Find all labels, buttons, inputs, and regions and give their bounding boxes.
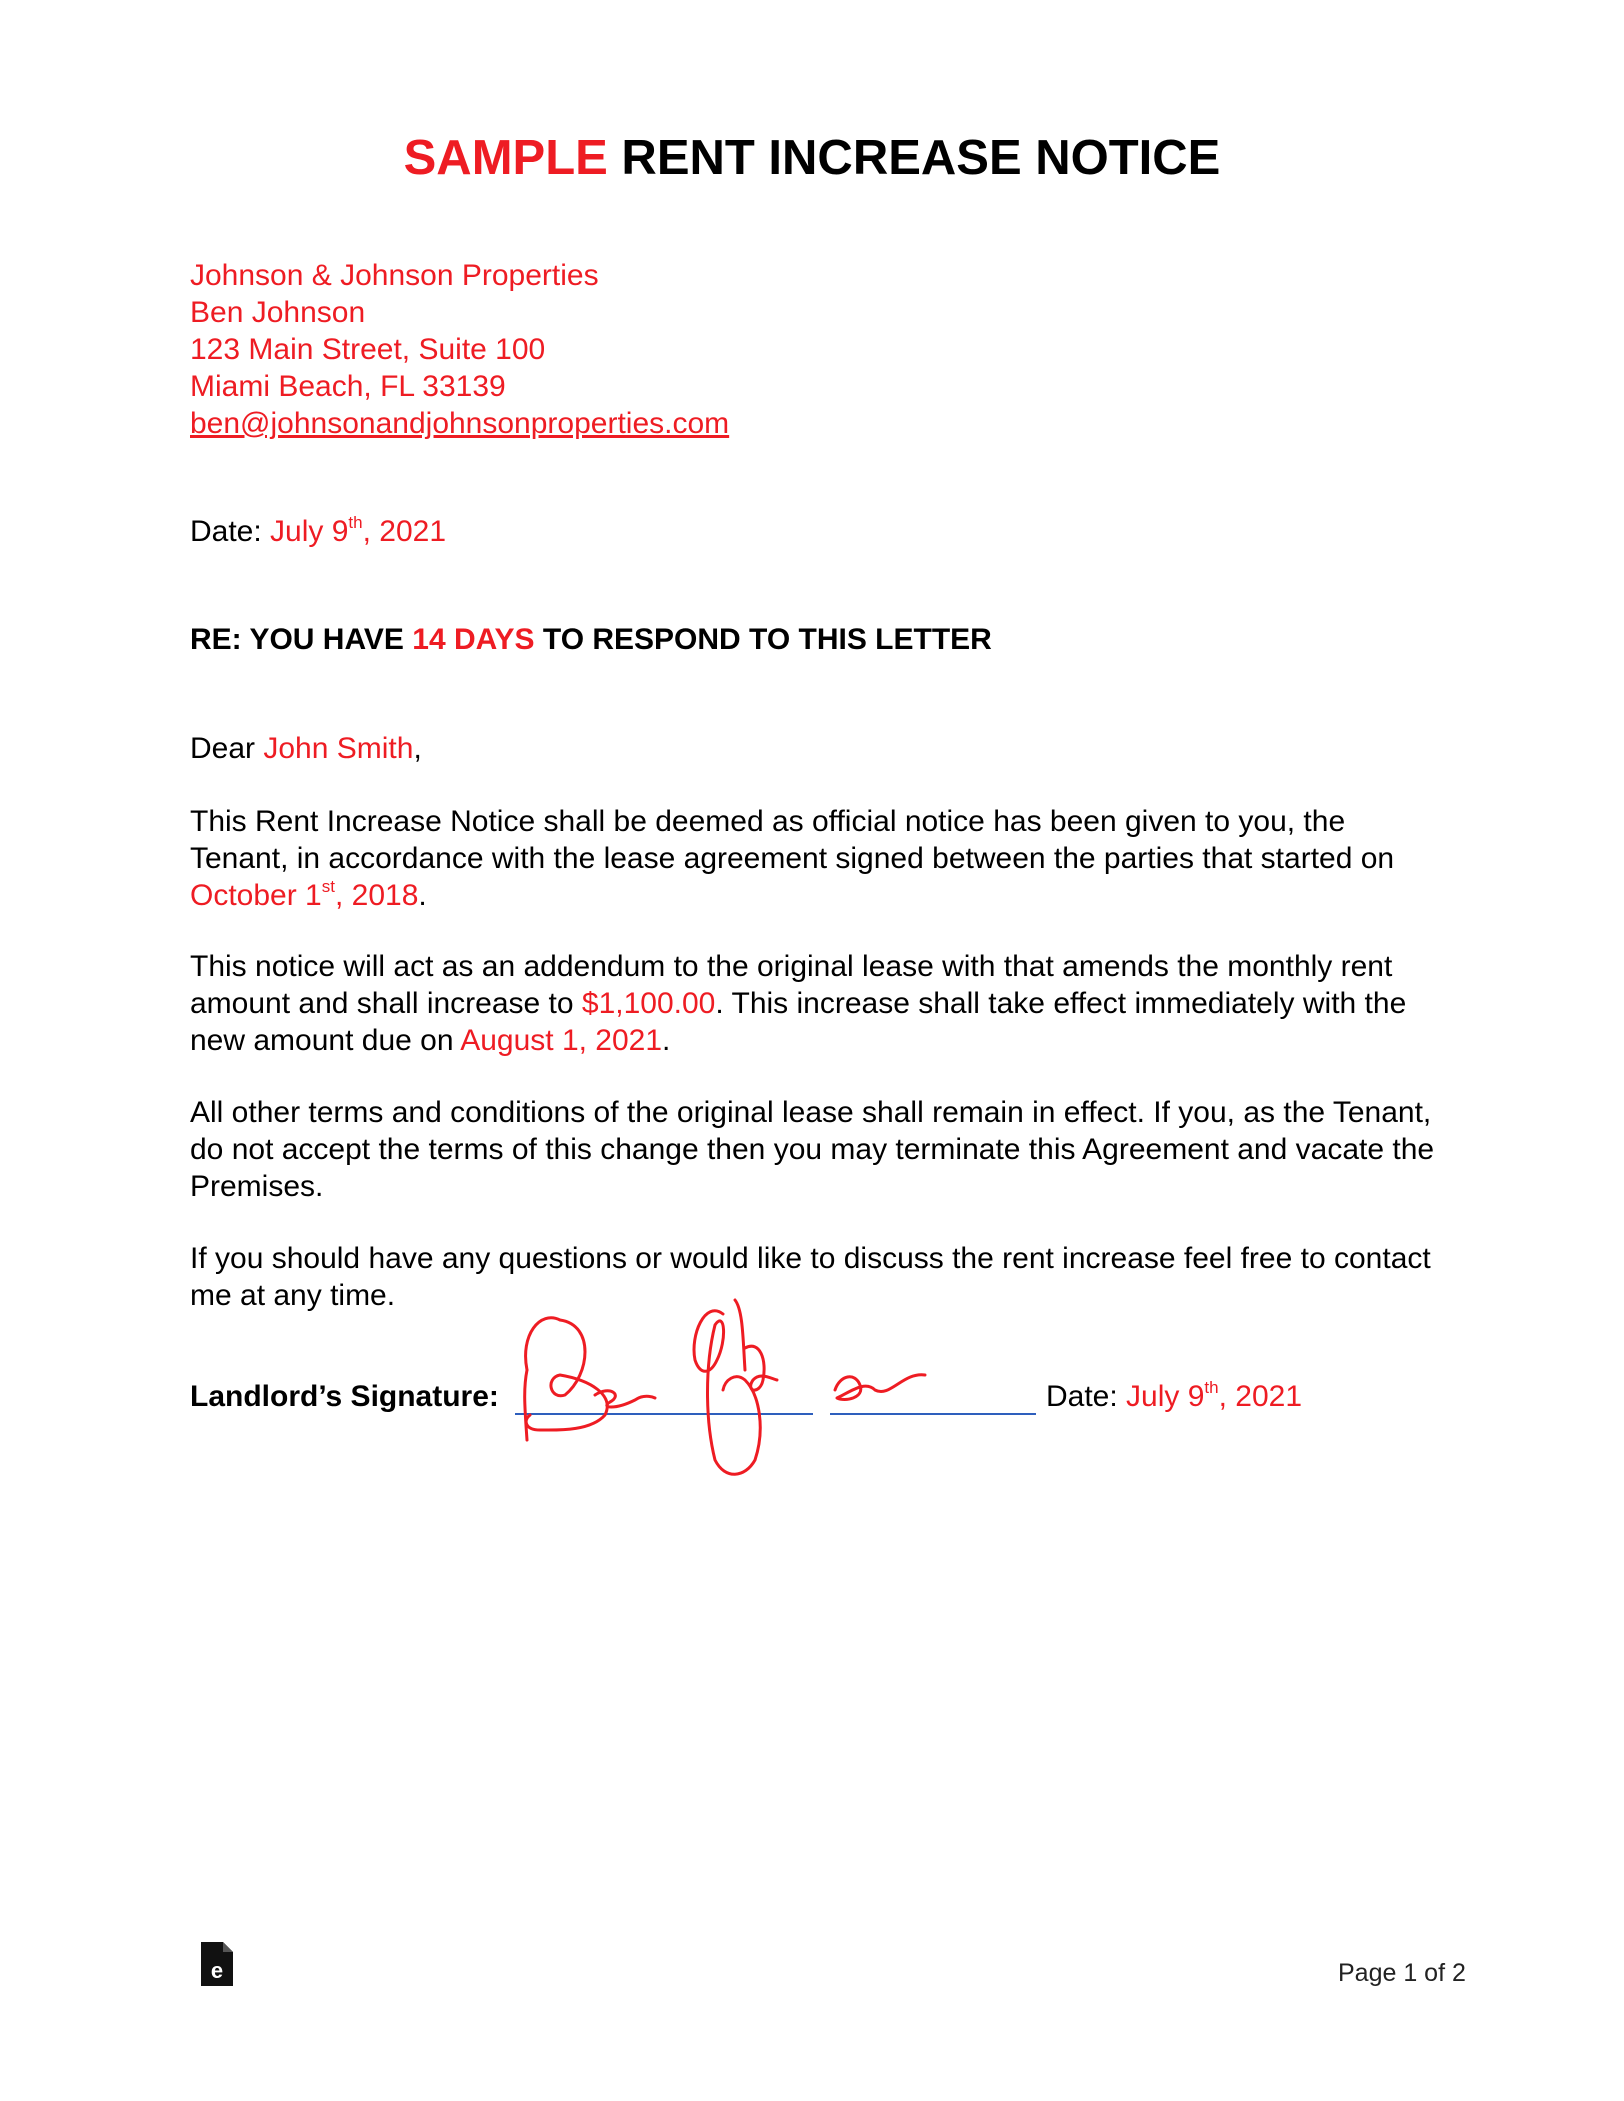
signature-date: Date: July 9th, 2021 bbox=[1046, 1378, 1303, 1413]
title-sample-label: SAMPLE bbox=[403, 131, 608, 185]
tenant-name: John Smith bbox=[263, 732, 414, 765]
landlord-signature-label: Landlord’s Signature: bbox=[190, 1380, 499, 1413]
salutation: Dear John Smith, bbox=[190, 732, 422, 765]
svg-text:e: e bbox=[210, 1958, 224, 1983]
paragraph-4: If you should have any questions or would like to discuss the rent increase feel free to contact me at any time. bbox=[190, 1242, 1431, 1312]
document-title bbox=[0, 130, 1624, 186]
document-e-icon bbox=[199, 1940, 235, 1988]
sender-address-block bbox=[190, 257, 729, 442]
paragraph-1: This Rent Increase Notice shall be deemed as official notice has been given to you, the Tenant, in accordance with the lease agreement signed between the parties that started on October 1st, 2018. bbox=[190, 805, 1395, 912]
paragraph-3: All other terms and conditions of the original lease shall remain in effect. If you, as the Tenant, do not accept the terms of this change then you may terminate this Agreement and vacate the Premises. bbox=[190, 1096, 1435, 1203]
sender-street: 123 Main Street, Suite 100 bbox=[190, 333, 546, 366]
title-text: RENT INCREASE NOTICE bbox=[607, 131, 1221, 185]
lease-start-date: October 1st, 2018 bbox=[190, 877, 419, 912]
handwritten-signature bbox=[505, 1280, 965, 1520]
sender-email-link[interactable]: ben@johnsonandjohnsonproperties.com bbox=[190, 407, 730, 440]
response-days: 14 DAYS bbox=[412, 623, 535, 656]
sender-city: Miami Beach, FL 33139 bbox=[190, 370, 506, 403]
date-label: Date: bbox=[190, 515, 271, 548]
sender-name: Ben Johnson bbox=[190, 296, 366, 329]
date-value: July 9th, 2021 bbox=[270, 513, 447, 548]
letter-date bbox=[190, 513, 446, 550]
page-number: Page 1 of 2 bbox=[1338, 1959, 1466, 1987]
re-line: RE: YOU HAVE 14 DAYS TO RESPOND TO THIS LETTER bbox=[190, 623, 992, 656]
rent-due-date: August 1, 2021 bbox=[460, 1024, 663, 1057]
paragraph-2: This notice will act as an addendum to the original lease with that amends the monthly rent amount and shall increase to $1,100.00. This increase shall take effect immediately with the new amount due on August 1, 2021. bbox=[190, 950, 1407, 1057]
sender-company: Johnson & Johnson Properties bbox=[190, 259, 599, 292]
new-rent-amount: $1,100.00 bbox=[581, 987, 716, 1020]
